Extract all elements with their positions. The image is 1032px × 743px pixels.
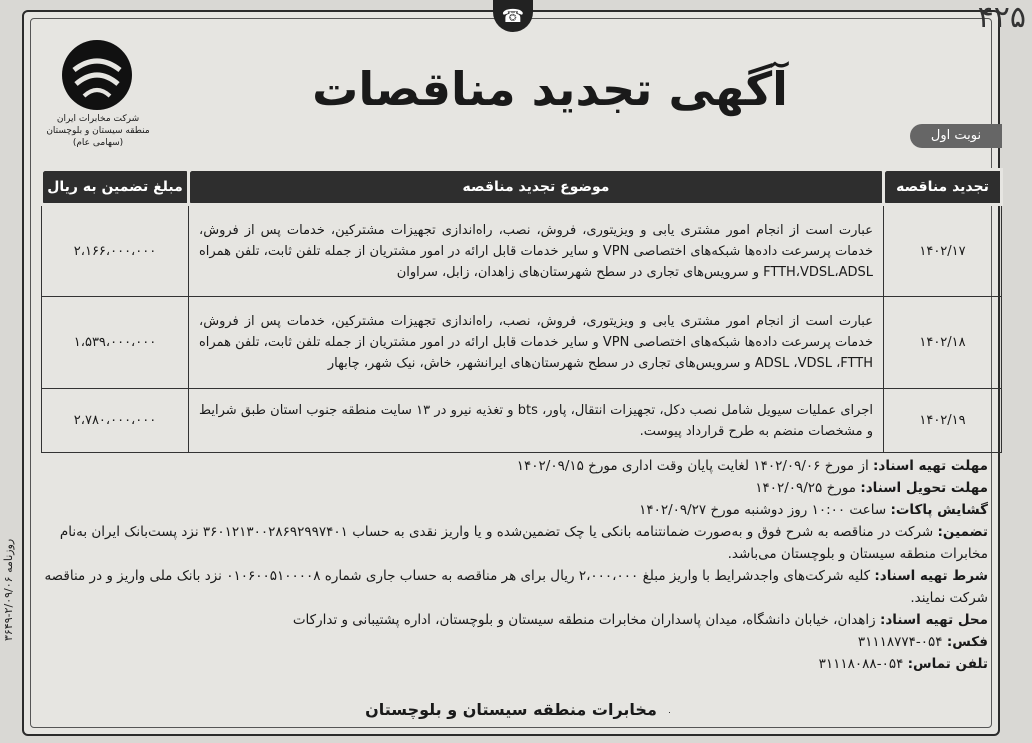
tender-subject: عبارت است از انجام امور مشتری یابی و ویزیتوری، فروش، نصب، راه‌اندازی تجهیزات مشترکین، خدمات پس از فروش، خدمات پرسرعت داده‌ها شبکه‌های اختصاصی VPN و سایر خدمات قابل ارائه در امور مشتریان از جمله تلفن ثابت، تلفن همراه ADSL ،VDSL ،FTTH و سرویس‌های تجاری در سطح شهرستان‌های ایرانشهر، خاش، نیک شهر، چابهار (189, 297, 884, 389)
location-value: زاهدان، خیابان دانشگاه، میدان پاسداران مخابرات منطقه سیستان و بلوچستان، اداره پشتیبانی و تدارکات (292, 612, 876, 628)
opening-label: گشایش پاکات: (890, 502, 988, 518)
guarantee-amount: ۲،۱۶۶،۰۰۰،۰۰۰ (42, 205, 189, 297)
opening-value: ساعت ۱۰:۰۰ روز دوشنبه مورخ ۱۴۰۲/۰۹/۲۷ (639, 502, 887, 518)
fax-value: ۰۵۴-۳۱۱۱۸۷۷۴ (857, 634, 943, 650)
guarantee (40, 521, 988, 565)
phone (40, 653, 988, 675)
round-badge: نوبت اول (910, 124, 1002, 148)
guarantee-label: تضمین: (937, 524, 988, 540)
phone-icon: ☎ (493, 0, 533, 32)
delivery-value: مورخ ۱۴۰۲/۰۹/۲۵ (755, 480, 857, 496)
envelope-opening (40, 499, 988, 521)
header-guarantee-amount: مبلغ تضمین به ریال (42, 170, 189, 205)
footer-text: مخابرات منطقه سیستان و بلوچستان (353, 700, 669, 719)
guarantee-amount: ۲،۷۸۰،۰۰۰،۰۰۰ (42, 389, 189, 453)
table-row (42, 389, 1002, 453)
phone-value: ۰۵۴-۳۱۱۱۸۰۸۸ (818, 656, 904, 672)
company-line-1: شرکت مخابرات ایران (56, 114, 140, 124)
table-row (42, 297, 1002, 389)
tender-subject: اجرای عملیات سیویل شامل نصب دکل، تجهیزات انتقال، پاور، bts و تغذیه نیرو در ۱۳ سایت منطقه جنوب استان طبق شرایط و مشخصات منضم به طرح قرارداد پیوست. (189, 389, 884, 453)
tender-number: ۱۴۰۲/۱۹ (884, 389, 1002, 453)
company-line-2: منطقه سیستان و بلوچستان (46, 126, 150, 136)
tender-details (40, 455, 988, 675)
table-row (42, 205, 1002, 297)
prep-deadline-label: مهلت تهیه اسناد: (873, 458, 988, 474)
header-tender-subject: موضوع تجدید مناقصه (189, 170, 884, 205)
table-header-row (42, 170, 1002, 205)
conditions (40, 565, 988, 609)
tenders-table (40, 168, 1003, 453)
location (40, 609, 988, 631)
fax (40, 631, 988, 653)
location-label: محل تهیه اسناد: (879, 612, 988, 628)
footer (22, 700, 1000, 719)
company-logo (62, 40, 132, 110)
guarantee-amount: ۱،۵۳۹،۰۰۰،۰۰۰ (42, 297, 189, 389)
delivery-deadline (40, 477, 988, 499)
company-name (38, 113, 158, 149)
fax-label: فکس: (946, 634, 988, 650)
tender-number: ۱۴۰۲/۱۷ (884, 205, 1002, 297)
prep-deadline-value: از مورخ ۱۴۰۲/۰۹/۰۶ لغایت پایان وقت اداری مورخ ۱۴۰۲/۰۹/۱۵ (516, 458, 869, 474)
conditions-value: کلیه شرکت‌های واجدشرایط با واریز مبلغ ۲،۰۰۰،۰۰۰ ریال برای هر مناقصه به حساب جاری شماره ۰۱۰۶۰۰۵۱۰۰۰۰۸ نزد بانک ملی واریز و در مناقصه شرکت نمایند. (44, 568, 988, 606)
tender-number: ۱۴۰۲/۱۸ (884, 297, 1002, 389)
guarantee-value: شرکت در مناقصه به شرح فوق و به‌صورت ضمانتنامه بانکی یا چک تضمین‌شده و یا واریز نقدی به حساب ۳۶۰۱۲۱۳۰۰۲۸۶۹۲۹۹۷۴۰۱ نزد پست‌بانک ایران به‌نام مخابرات منطقه سیستان و بلوچستان می‌باشد. (59, 524, 988, 562)
logo-mark-icon (62, 40, 132, 110)
delivery-label: مهلت تحویل اسناد: (860, 480, 988, 496)
newspaper-stamp: روزنامه ۲/۰۹/۰۶-۳۶۴۹ (2, 538, 15, 642)
page-title: آگهی تجدید مناقصات (312, 62, 788, 116)
conditions-label: شرط تهیه اسناد: (874, 568, 988, 584)
phone-label: تلفن تماس: (907, 656, 988, 672)
header-tender-number: تجدید مناقصه (884, 170, 1002, 205)
prep-deadline (40, 455, 988, 477)
company-line-3: (سهامی عام) (72, 138, 124, 148)
tender-subject: عبارت است از انجام امور مشتری یابی و ویزیتوری، فروش، نصب، راه‌اندازی تجهیزات مشترکین، خدمات پس از فروش، خدمات پرسرعت داده‌ها شبکه‌های اختصاصی VPN و سایر خدمات قابل ارائه در امور مشتریان از جمله تلفن ثابت، تلفن همراه FTTH،VDSL،ADSL و سرویس‌های تجاری در سطح شهرستان‌های زاهدان، زابل، سراوان (189, 205, 884, 297)
page-number: ۴۲۵ (977, 0, 1026, 35)
